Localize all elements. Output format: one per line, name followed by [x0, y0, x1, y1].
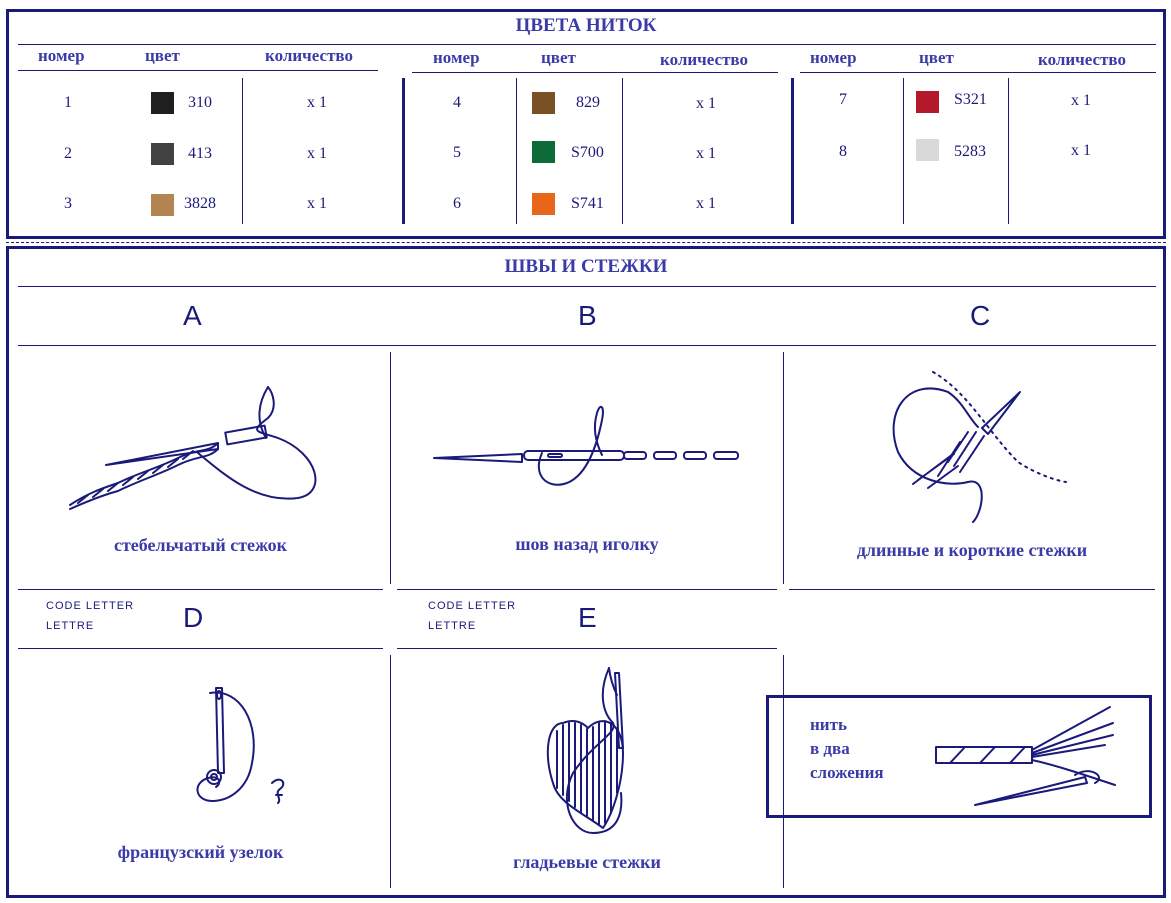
thread-code: S741: [571, 195, 604, 212]
row2-letters-divider: [18, 648, 383, 649]
separator: [1008, 78, 1009, 224]
separator: [903, 78, 904, 224]
thread-number: 1: [64, 94, 72, 111]
thread-swatch: [532, 92, 555, 114]
thread-qty: x 1: [307, 94, 327, 111]
stitch-caption-b: шов назад иголку: [515, 534, 659, 554]
thread-swatch: [916, 91, 939, 113]
thread-swatch: [151, 92, 174, 114]
thread-qty: x 1: [696, 145, 716, 162]
header-qty-2: количество: [660, 50, 748, 69]
separator: [622, 78, 623, 224]
thread-swatch: [916, 139, 939, 161]
thread-number: 6: [453, 195, 461, 212]
header-color-2: цвет: [541, 48, 576, 67]
stitch-letter-d: D: [183, 602, 204, 633]
separator: [516, 78, 517, 224]
header-divider: [18, 44, 1156, 45]
cell-separator: [390, 352, 391, 584]
doubled-thread-text: [810, 713, 884, 785]
thread-number: 4: [453, 94, 461, 111]
thread-swatch: [151, 194, 174, 216]
stitch-caption-a: стебельчатый стежок: [113, 535, 288, 555]
stitch-caption-d: французский узелок: [117, 842, 284, 862]
cell-separator: [783, 352, 784, 584]
thread-qty: x 1: [696, 195, 716, 212]
header-qty-1: количество: [265, 46, 353, 65]
code-letter-line2: LETTRE: [46, 620, 95, 632]
satin-stitch-illustration: [543, 663, 643, 843]
code-letter-line2: LETTRE: [428, 620, 477, 632]
row-divider: [18, 589, 383, 590]
code-letter-line1: CODE LETTER: [428, 600, 517, 612]
header-number-3: номер: [810, 48, 857, 67]
stitch-caption-c: длинные и короткие стежки: [856, 540, 1088, 560]
header-color-3: цвет: [919, 48, 954, 67]
header-color-1: цвет: [145, 46, 180, 65]
header-underline-2: [412, 72, 778, 73]
stitch-letter-a: A: [183, 300, 202, 331]
french-knot-illustration: [190, 683, 300, 808]
thread-qty: x 1: [307, 145, 327, 162]
thread-code: S321: [954, 91, 987, 108]
note-line: сложения: [810, 763, 884, 782]
thread-code: S700: [571, 144, 604, 161]
stitches-title: ШВЫ И СТЕЖКИ: [504, 256, 668, 277]
thread-swatch: [532, 141, 555, 163]
row2-letters-divider: [397, 648, 777, 649]
separator: [242, 78, 243, 224]
group-separator: [402, 78, 405, 224]
thread-code: 3828: [184, 195, 216, 212]
stitch-caption-e: гладьевые стежки: [513, 852, 661, 872]
thread-number: 3: [64, 195, 72, 212]
header-underline-1: [18, 70, 378, 71]
code-letter-label-d: [46, 596, 134, 636]
row-divider: [397, 589, 777, 590]
backstitch-illustration: [432, 405, 742, 490]
group-separator: [791, 78, 794, 224]
stitch-letter-b: B: [578, 300, 597, 331]
thread-number: 2: [64, 145, 72, 162]
header-number-2: номер: [433, 48, 480, 67]
title-divider: [18, 286, 1156, 287]
panel-divider: [6, 242, 1166, 243]
thread-number: 8: [839, 143, 847, 160]
cell-separator: [390, 655, 391, 888]
thread-colors-title: ЦВЕТА НИТОК: [515, 15, 657, 36]
thread-qty: x 1: [307, 195, 327, 212]
note-line: нить: [810, 715, 847, 734]
long-short-stitch-illustration: [888, 372, 1068, 527]
stem-stitch-illustration: [68, 383, 328, 523]
stitch-letter-c: C: [970, 300, 991, 331]
header-qty-3: количество: [1038, 50, 1126, 69]
thread-swatch: [151, 143, 174, 165]
thread-code: 413: [188, 145, 212, 162]
header-number-1: номер: [38, 46, 85, 65]
code-letter-line1: CODE LETTER: [46, 600, 135, 612]
row-divider: [789, 589, 1155, 590]
thread-code: 829: [576, 94, 600, 111]
doubled-thread-illustration: [935, 705, 1125, 805]
thread-qty: x 1: [1071, 142, 1091, 159]
thread-code: 5283: [954, 143, 986, 160]
thread-number: 5: [453, 144, 461, 161]
thread-qty: x 1: [696, 95, 716, 112]
thread-code: 310: [188, 94, 212, 111]
thread-swatch: [532, 193, 555, 215]
letters-divider: [18, 345, 1156, 346]
note-line: в два: [810, 739, 850, 758]
header-underline-3: [800, 72, 1156, 73]
thread-qty: x 1: [1071, 92, 1091, 109]
thread-number: 7: [839, 91, 847, 108]
code-letter-label-e: [428, 596, 516, 636]
stitch-letter-e: E: [578, 602, 597, 633]
